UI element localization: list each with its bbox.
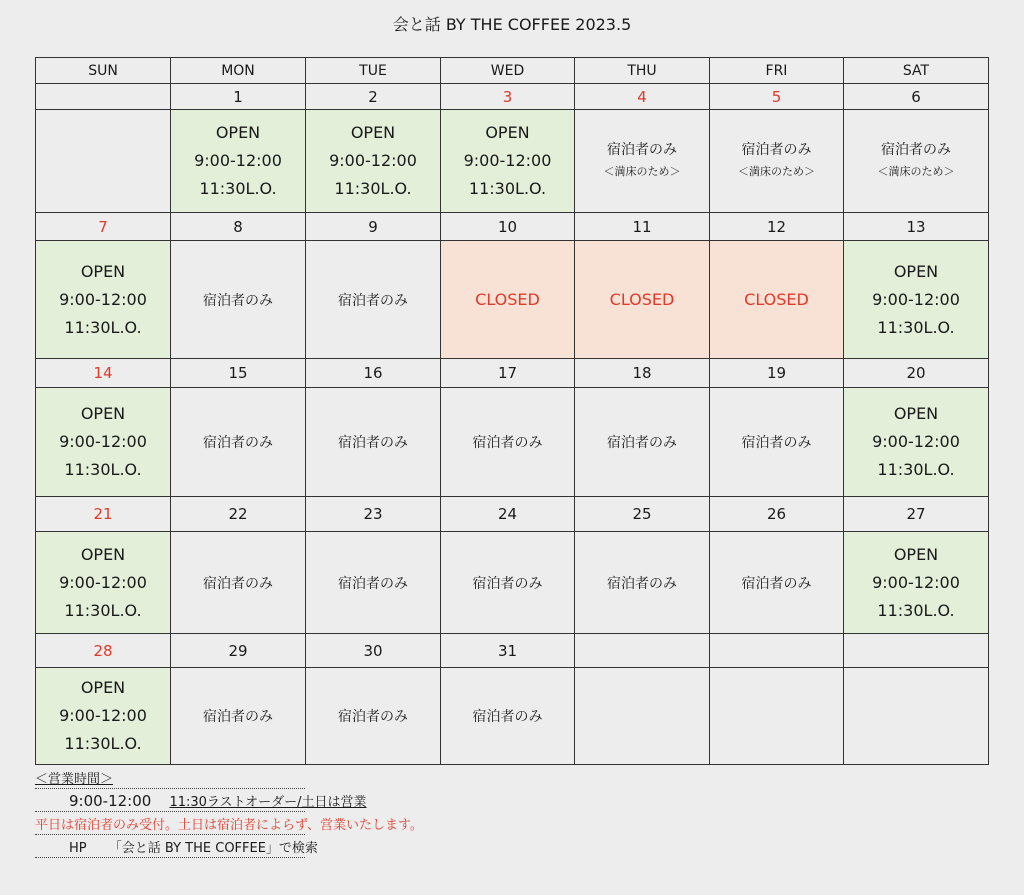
weekday-header-tue: TUE [306,58,441,84]
open-line: 11:30L.O. [877,600,955,620]
day-cell-guests-only [441,668,575,765]
guests-only-label: 宿泊者のみ [338,709,408,725]
day-cell-open [844,388,989,497]
date-number: 10 [441,213,575,241]
open-line: 11:30L.O. [877,460,955,479]
open-line: 9:00-12:00 [872,572,960,592]
day-cell-open [36,532,171,634]
day-cell-guests-only [441,532,575,634]
day-cell-closed [710,241,844,359]
weekday-header-wed: WED [441,58,575,84]
date-number: 24 [441,497,575,532]
date-number: 4 [575,84,710,110]
day-cell-open [306,110,441,213]
guests-only-label: 宿泊者のみ [338,292,408,309]
guests-only-label: 宿泊者のみ [472,435,543,451]
date-number: 12 [710,213,844,241]
calendar-grid [35,57,989,765]
date-number: 19 [710,359,844,388]
guests-only-label: 宿泊者のみ [741,435,812,451]
day-cell-empty [710,668,844,765]
weekday-header-sat: SAT [844,58,989,84]
date-number: 18 [575,359,710,388]
hp-label: HP [69,841,87,856]
closed-label: CLOSED [744,290,809,309]
day-cell-closed [575,241,710,359]
guests-only-label: 宿泊者のみ [203,292,273,309]
policy-text: 平日は宿泊者のみ受付。土日は宿泊者によらず、営業いたします。 [35,812,305,835]
date-number: 9 [306,213,441,241]
date-number: 6 [844,84,989,110]
open-line: 11:30L.O. [64,600,142,620]
guests-only-label: 宿泊者のみ [472,709,543,725]
open-line: 11:30L.O. [334,179,412,198]
open-line: OPEN [893,544,939,564]
open-line: 9:00-12:00 [872,289,960,309]
date-number: 1 [171,84,306,110]
day-cell-empty [36,110,171,213]
guests-only-label: 宿泊者のみ [203,435,273,451]
guests-only-label: 宿泊者のみ [607,575,677,592]
day-cell-guests-only [306,668,441,765]
weekday-header-mon: MON [171,58,306,84]
date-number: 21 [36,497,171,532]
open-line: OPEN [893,404,939,423]
day-cell-guests-only [306,532,441,634]
date-number: 13 [844,213,989,241]
date-number: 17 [441,359,575,388]
day-cell-guests-only [710,388,844,497]
weekday-header-thu: THU [575,58,710,84]
date-number: 29 [171,634,306,668]
date-number: 7 [36,213,171,241]
closed-label: CLOSED [475,290,540,309]
day-cell-open [171,110,306,213]
day-cell-open [844,241,989,359]
guests-only-label: 宿泊者のみ [472,575,543,592]
guests-only-label: 宿泊者のみ [203,709,273,725]
day-cell-guests-only-full [575,110,710,213]
day-cell-guests-only [710,532,844,634]
open-line: OPEN [80,404,126,423]
day-cell-empty [844,668,989,765]
day-cell-empty [575,668,710,765]
date-number [575,634,710,668]
guests-only-label: 宿泊者のみ [741,575,812,592]
day-cell-open [36,241,171,359]
fully-booked-note: ＜満床のため＞ [738,165,815,178]
day-cell-closed [441,241,575,359]
hp-search-text: 「会と話 BY THE COFFEE」で検索 [108,841,318,856]
open-line: 11:30L.O. [64,317,142,337]
day-cell-open [36,388,171,497]
open-line: 9:00-12:00 [194,151,282,170]
date-number: 15 [171,359,306,388]
date-number: 11 [575,213,710,241]
open-line: 11:30L.O. [468,179,547,198]
open-line: OPEN [893,261,939,281]
open-line: 11:30L.O. [877,317,955,337]
date-number: 31 [441,634,575,668]
date-number: 27 [844,497,989,532]
day-cell-guests-only-full [844,110,989,213]
hours-note: 11:30ラストオーダー/土日は営業 [169,795,367,810]
open-line: 9:00-12:00 [329,151,417,170]
guests-only-label: 宿泊者のみ [881,142,951,158]
notes-heading: ＜営業時間＞ [35,766,305,789]
open-line: OPEN [80,544,126,564]
date-number: 5 [710,84,844,110]
open-line: OPEN [80,678,126,697]
day-cell-guests-only [306,388,441,497]
guests-only-label: 宿泊者のみ [741,142,812,158]
hours-text: 9:00-12:00 [69,792,152,810]
date-number: 26 [710,497,844,532]
guests-only-label: 宿泊者のみ [607,435,677,451]
open-line: 9:00-12:00 [59,572,147,592]
day-cell-open [441,110,575,213]
open-line: 9:00-12:00 [872,432,960,451]
date-number [710,634,844,668]
date-number [844,634,989,668]
open-line: 11:30L.O. [199,179,277,198]
date-number: 22 [171,497,306,532]
guests-only-label: 宿泊者のみ [203,575,273,592]
date-number: 20 [844,359,989,388]
date-number: 25 [575,497,710,532]
day-cell-open [844,532,989,634]
day-cell-guests-only [171,241,306,359]
date-number: 30 [306,634,441,668]
open-line: 9:00-12:00 [59,289,147,309]
weekday-header-fri: FRI [710,58,844,84]
day-cell-guests-only [575,388,710,497]
date-number: 28 [36,634,171,668]
day-cell-guests-only [171,668,306,765]
guests-only-label: 宿泊者のみ [607,142,677,158]
day-cell-open [36,668,171,765]
open-line: 9:00-12:00 [59,432,147,451]
guests-only-label: 宿泊者のみ [338,575,408,592]
day-cell-guests-only [441,388,575,497]
date-number [36,84,171,110]
day-cell-guests-only [171,388,306,497]
day-cell-guests-only [306,241,441,359]
open-line: 9:00-12:00 [463,151,552,170]
day-cell-guests-only [575,532,710,634]
day-cell-guests-only-full [710,110,844,213]
closed-label: CLOSED [609,290,675,309]
date-number: 14 [36,359,171,388]
day-cell-guests-only [171,532,306,634]
fully-booked-note: ＜満床のため＞ [877,165,955,178]
guests-only-label: 宿泊者のみ [338,435,408,451]
date-number: 3 [441,84,575,110]
open-line: 11:30L.O. [64,460,142,479]
fully-booked-note: ＜満床のため＞ [603,165,681,178]
date-number: 23 [306,497,441,532]
open-line: OPEN [350,123,396,142]
date-number: 16 [306,359,441,388]
notes [35,766,423,858]
page-title: 会と話 BY THE COFFEE 2023.5 [392,15,632,34]
open-line: 9:00-12:00 [59,706,147,725]
open-line: OPEN [80,261,126,281]
weekday-header-sun: SUN [36,58,171,84]
open-line: OPEN [485,123,530,142]
open-line: 11:30L.O. [64,734,142,753]
open-line: OPEN [215,123,261,142]
date-number: 8 [171,213,306,241]
date-number: 2 [306,84,441,110]
